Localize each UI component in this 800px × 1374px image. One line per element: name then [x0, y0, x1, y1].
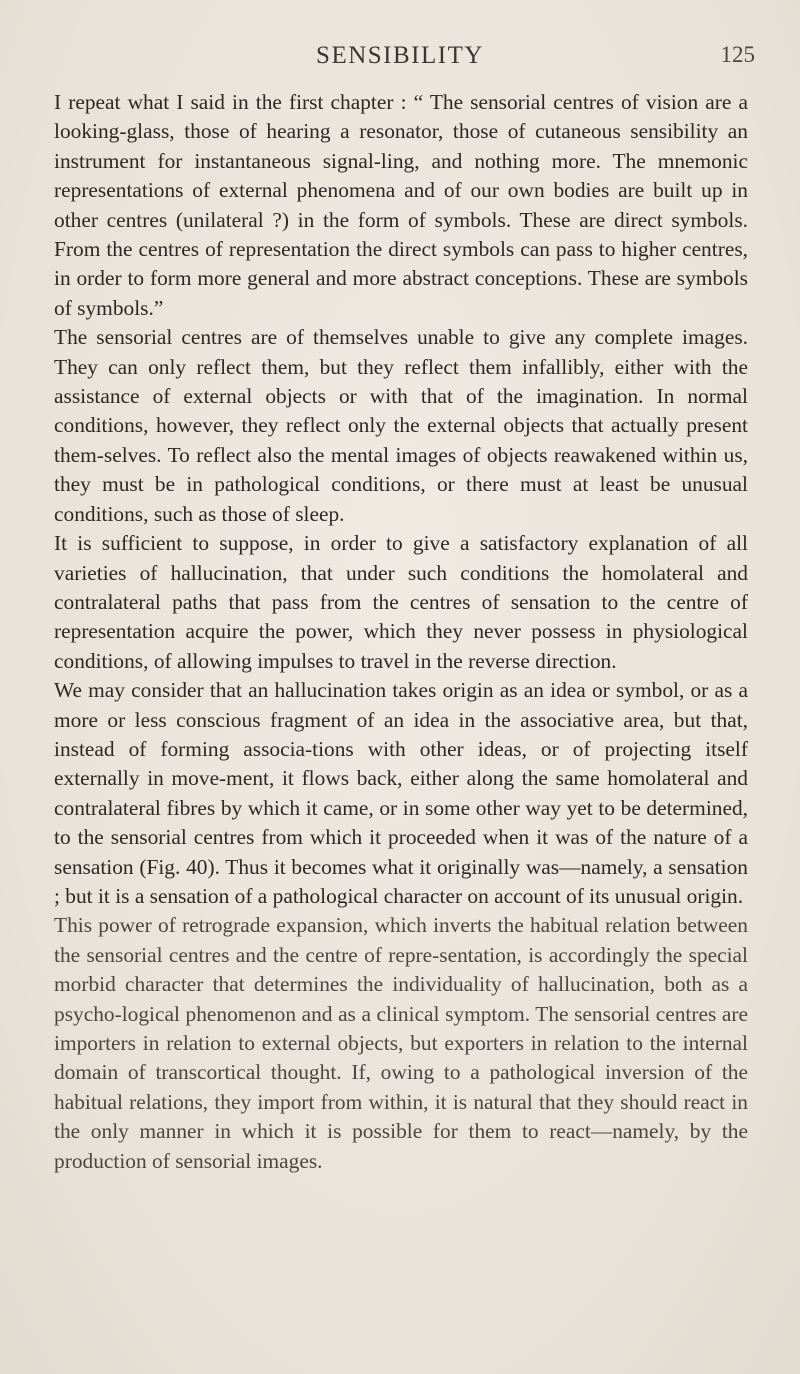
paragraph-4: We may consider that an hallucination takes origin as an idea or symbol, or as a more or less conscious fragment of an idea in the associative area, but that, instead of forming associa-tions with other ideas, or of projecting itself externally in move-ment, it flows back, either along the same homolateral and contralateral fibres by which it came, or in some other way yet to be determined, to the sensorial centres from which it proceeded when it was of the nature of a sensation (Fig. 40). Thus it becomes what it originally was—namely, a sensation ; but it is a sensation of a pathological character on account of its unusual origin.: [54, 678, 748, 908]
running-head: [0, 42, 800, 82]
paragraph-3: It is sufficient to suppose, in order to give a satisfactory explanation of all varieties of hallucination, that under such conditions the homolateral and contralateral paths that pass from the centres of sensation to the centre of representation acquire the power, which they never possess in physiological conditions, of allowing impulses to travel in the reverse direction.: [54, 531, 748, 673]
page-number: 125: [720, 42, 755, 67]
paragraph-5: This power of retrograde expansion, which inverts the habitual relation between the sensorial centres and the centre of repre-sentation, is accordingly the special morbid character that determines the individuality of hallucination, both as a psycho-logical phenomenon and as a clinical symptom. The sensorial centres are importers in relation to external objects, but exporters in relation to the internal domain of transcortical thought. If, owing to a pathological inversion of the habitual relations, they import from within, it is natural that they should react in the only manner in which it is possible for them to react—namely, by the production of sensorial images.: [54, 913, 748, 1173]
running-head-title: SENSIBILITY: [316, 42, 484, 69]
paragraph-1: I repeat what I said in the first chapter : “ The sensorial centres of vision are a looking-glass, those of hearing a resonator, those of cutaneous sensibility an instrument for instantaneous signal-ling, and nothing more. The mnemonic representations of external phenomena and of our own bodies are built up in other centres (unilateral ?) in the form of symbols. These are direct symbols. From the centres of representation the direct symbols can pass to higher centres, in order to form more general and more abstract conceptions. These are symbols of symbols.”: [54, 90, 748, 320]
body-text: [54, 88, 748, 1176]
paragraph-2: The sensorial centres are of themselves unable to give any complete images. They can only reflect them, but they reflect them infallibly, either with the assistance of external objects or with that of the imagination. In normal conditions, however, they reflect only the external objects that actually present them-selves. To reflect also the mental images of objects reawakened within us, they must be in pathological conditions, or there must at least be unusual conditions, such as those of sleep.: [54, 325, 748, 526]
